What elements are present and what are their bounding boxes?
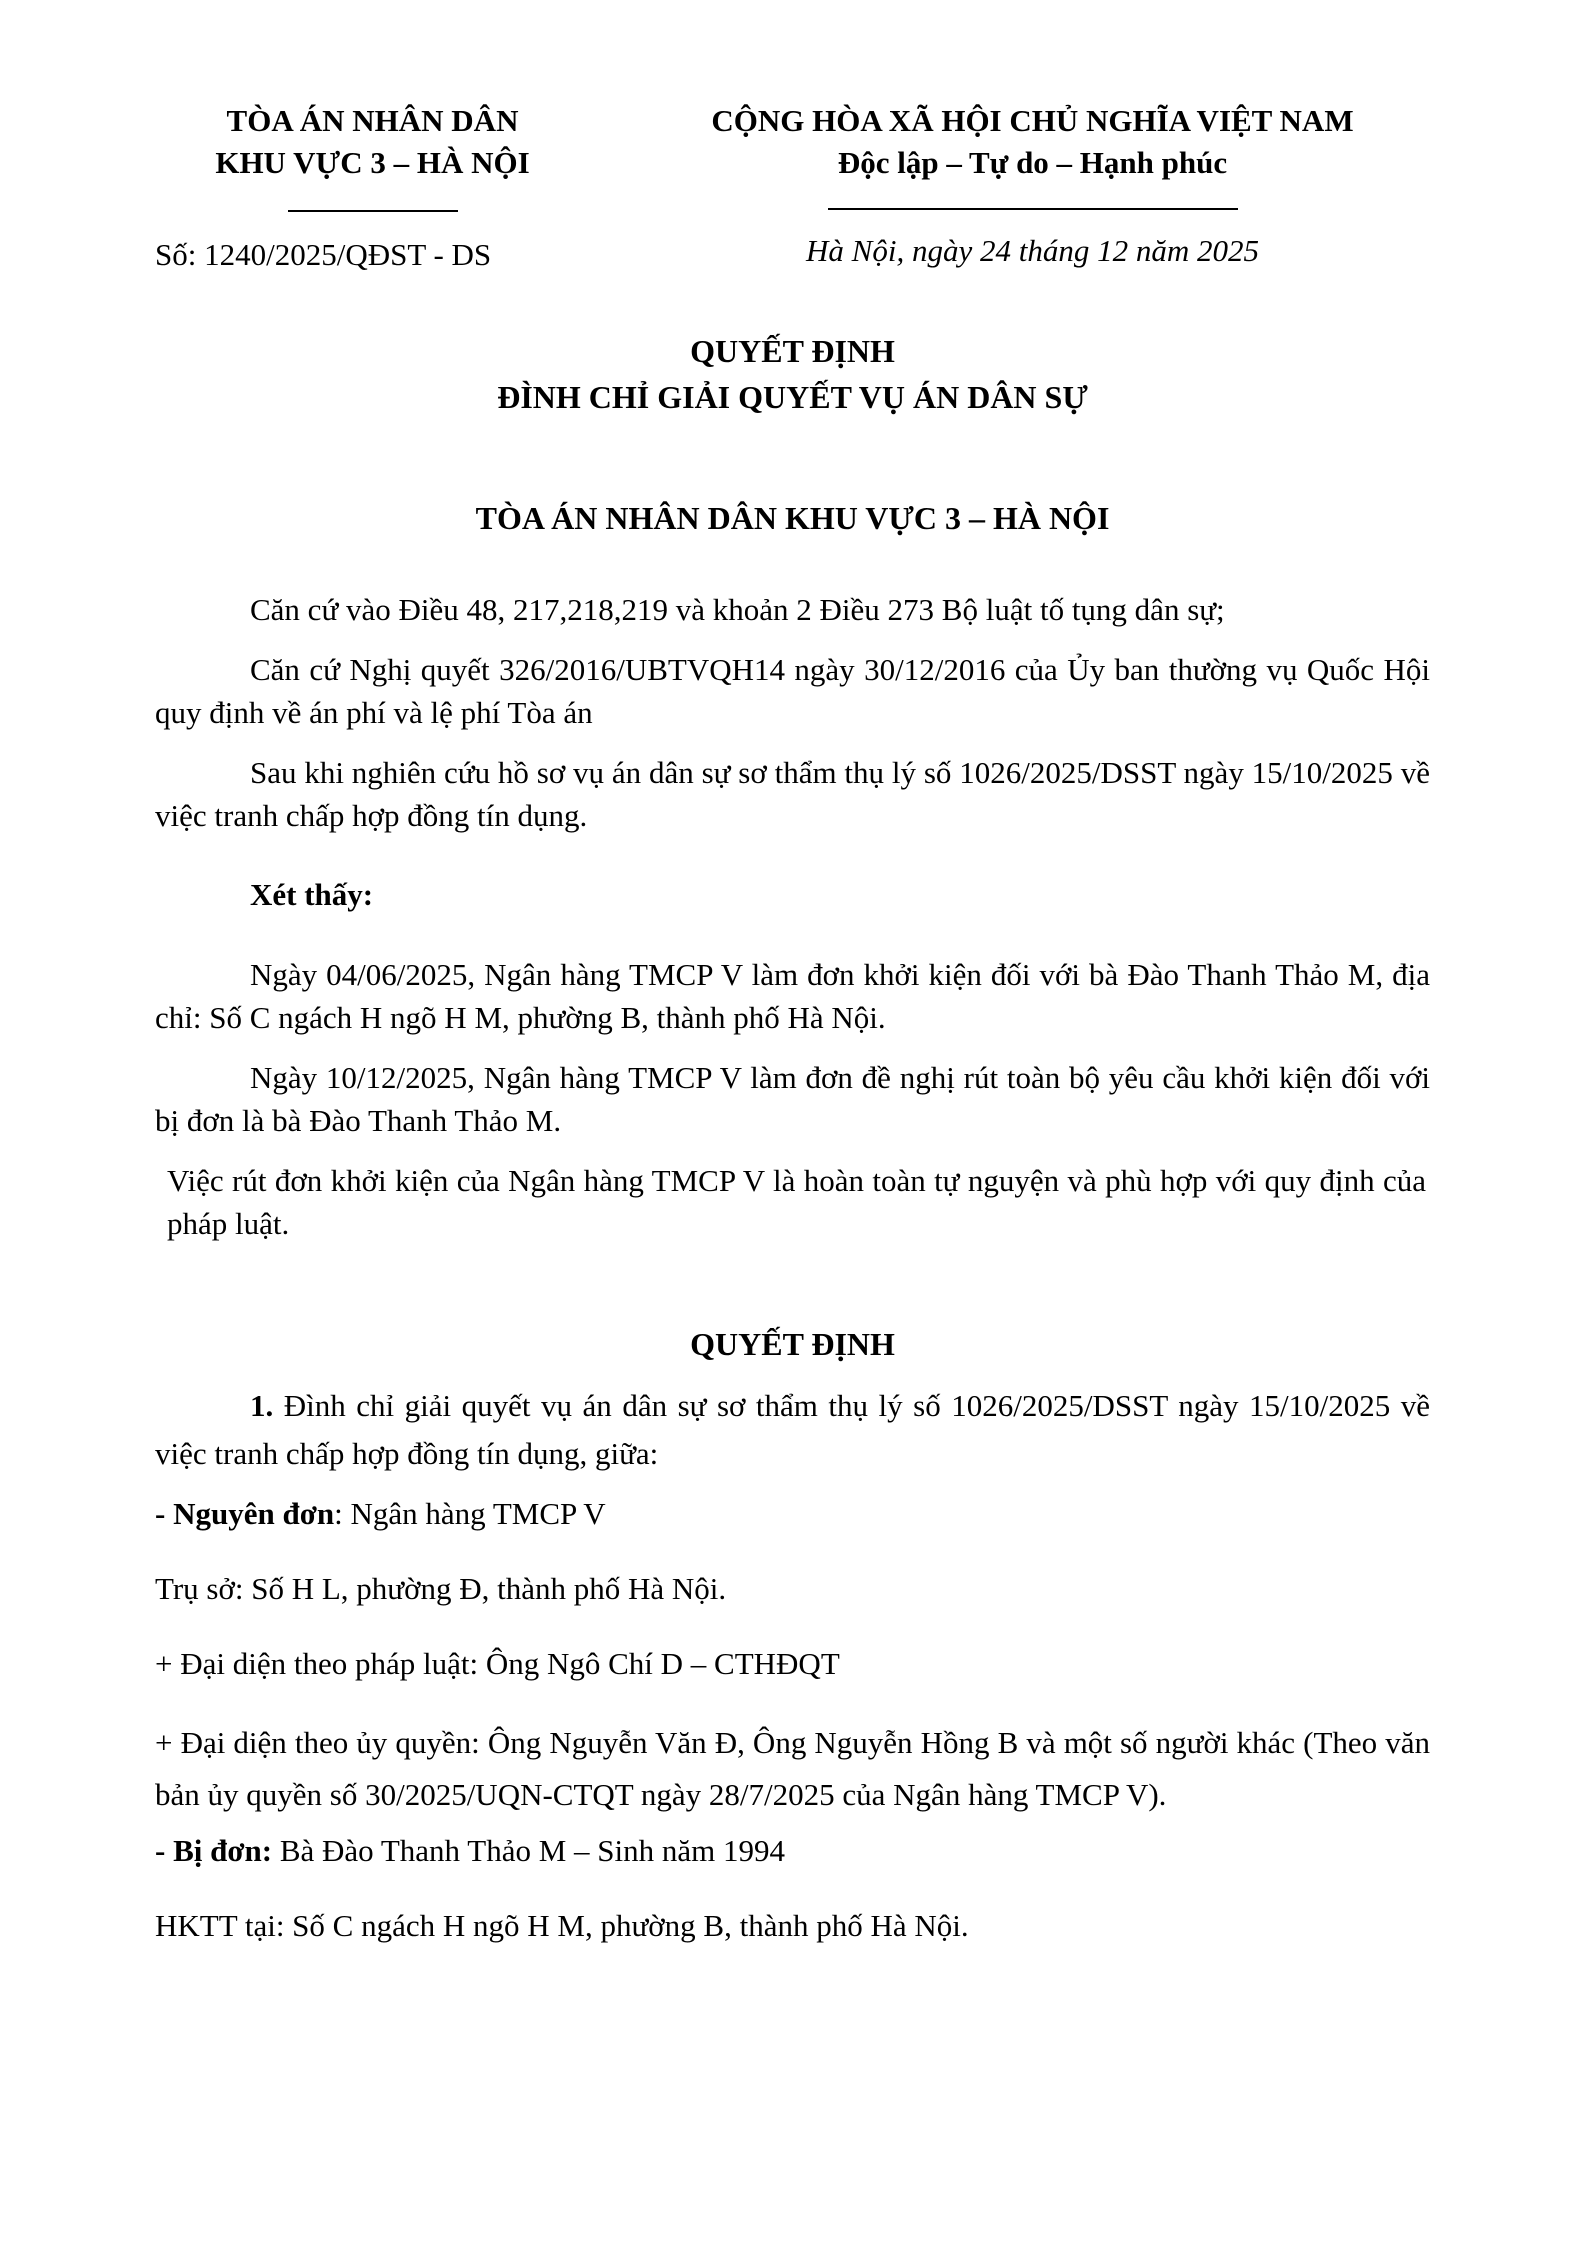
party-value: + Đại diện theo ủy quyền: Ông Nguyễn Văn Đ, Ông Nguyễn Hồng B và một số người khác (Theo văn bản ủy quyền số 30/2025/UQN-CTQT ngày 28/7/2025 của Ngân hàng TMCP V). [155, 1725, 1430, 1812]
party-label: - Nguyên đơn [155, 1496, 335, 1531]
party-value: Trụ sở: Số H L, phường Đ, thành phố Hà Nội. [155, 1571, 727, 1606]
issuing-court-block [155, 100, 590, 276]
ground-paragraph: Căn cứ vào Điều 48, 217,218,219 và khoản 2 Điều 273 Bộ luật tố tụng dân sự; [250, 592, 1225, 627]
consideration-paragraph: Việc rút đơn khởi kiện của Ngân hàng TMCP V là hoàn toàn tự nguyện và phù hợp với quy định của pháp luật. [167, 1163, 1426, 1241]
national-title: CỘNG HÒA XÃ HỘI CHỦ NGHĨA VIỆT NAM [711, 103, 1354, 138]
party-value: : Ngân hàng TMCP V [334, 1496, 606, 1531]
document-number: Số: 1240/2025/QĐST - DS [155, 237, 492, 272]
party-line-plaintiff [155, 1492, 1430, 1535]
party-label: - Bị đơn: [155, 1833, 273, 1868]
issuer-heading: TÒA ÁN NHÂN DÂN KHU VỰC 3 – HÀ NỘI [475, 500, 1110, 536]
court-block-divider [288, 210, 458, 212]
court-name-line2: KHU VỰC 3 – HÀ NỘI [215, 145, 530, 180]
party-line-legal-representative [155, 1642, 1430, 1685]
document-header [155, 100, 1430, 276]
party-line-defendant [155, 1829, 1430, 1872]
party-line-address [155, 1567, 1430, 1610]
decision-heading: QUYẾT ĐỊNH [690, 1326, 895, 1362]
decision-item [155, 1382, 1430, 1478]
ground-paragraph: Sau khi nghiên cứu hồ sơ vụ án dân sự sơ thẩm thụ lý số 1026/2025/DSST ngày 15/10/2025 về việc tranh chấp hợp đồng tín dụng. [155, 755, 1430, 833]
party-value: HKTT tại: Số C ngách H ngõ H M, phường B, thành phố Hà Nội. [155, 1908, 969, 1943]
party-value: Bà Đào Thanh Thảo M – Sinh năm 1994 [272, 1833, 785, 1868]
ground-paragraph: Căn cứ Nghị quyết 326/2016/UBTVQH14 ngày 30/12/2016 của Ủy ban thường vụ Quốc Hội quy định về án phí và lệ phí Tòa án [155, 652, 1430, 730]
party-line-residence [155, 1904, 1430, 1947]
decision-item-text: Đình chỉ giải quyết vụ án dân sự sơ thẩm thụ lý số 1026/2025/DSST ngày 15/10/2025 về việc tranh chấp hợp đồng tín dụng, giữa: [155, 1388, 1430, 1471]
party-value: + Đại diện theo pháp luật: Ông Ngô Chí D – CTHĐQT [155, 1646, 840, 1681]
national-motto: Độc lập – Tự do – Hạnh phúc [837, 145, 1228, 180]
decision-item-number: 1. [250, 1388, 274, 1423]
motto-divider [828, 208, 1238, 210]
document-title [155, 328, 1430, 420]
document-title-line1: QUYẾT ĐỊNH [690, 333, 895, 369]
court-name-line1: TÒA ÁN NHÂN DÂN [226, 103, 519, 138]
document-title-line2: ĐÌNH CHỈ GIẢI QUYẾT VỤ ÁN DÂN SỰ [497, 379, 1088, 415]
national-motto-block [590, 100, 1430, 272]
party-line-authorized-representative [155, 1717, 1430, 1821]
document-body [155, 588, 1430, 1947]
consideration-paragraph: Ngày 04/06/2025, Ngân hàng TMCP V làm đơn khởi kiện đối với bà Đào Thanh Thảo M, địa chỉ: Số C ngách H ngõ H M, phường B, thành phố Hà Nội. [155, 957, 1430, 1035]
place-date-line: Hà Nội, ngày 24 tháng 12 năm 2025 [806, 233, 1259, 268]
consideration-paragraph: Ngày 10/12/2025, Ngân hàng TMCP V làm đơn đề nghị rút toàn bộ yêu cầu khởi kiện đối với bị đơn là bà Đào Thanh Thảo M. [155, 1060, 1430, 1138]
consideration-heading: Xét thấy: [250, 877, 374, 912]
